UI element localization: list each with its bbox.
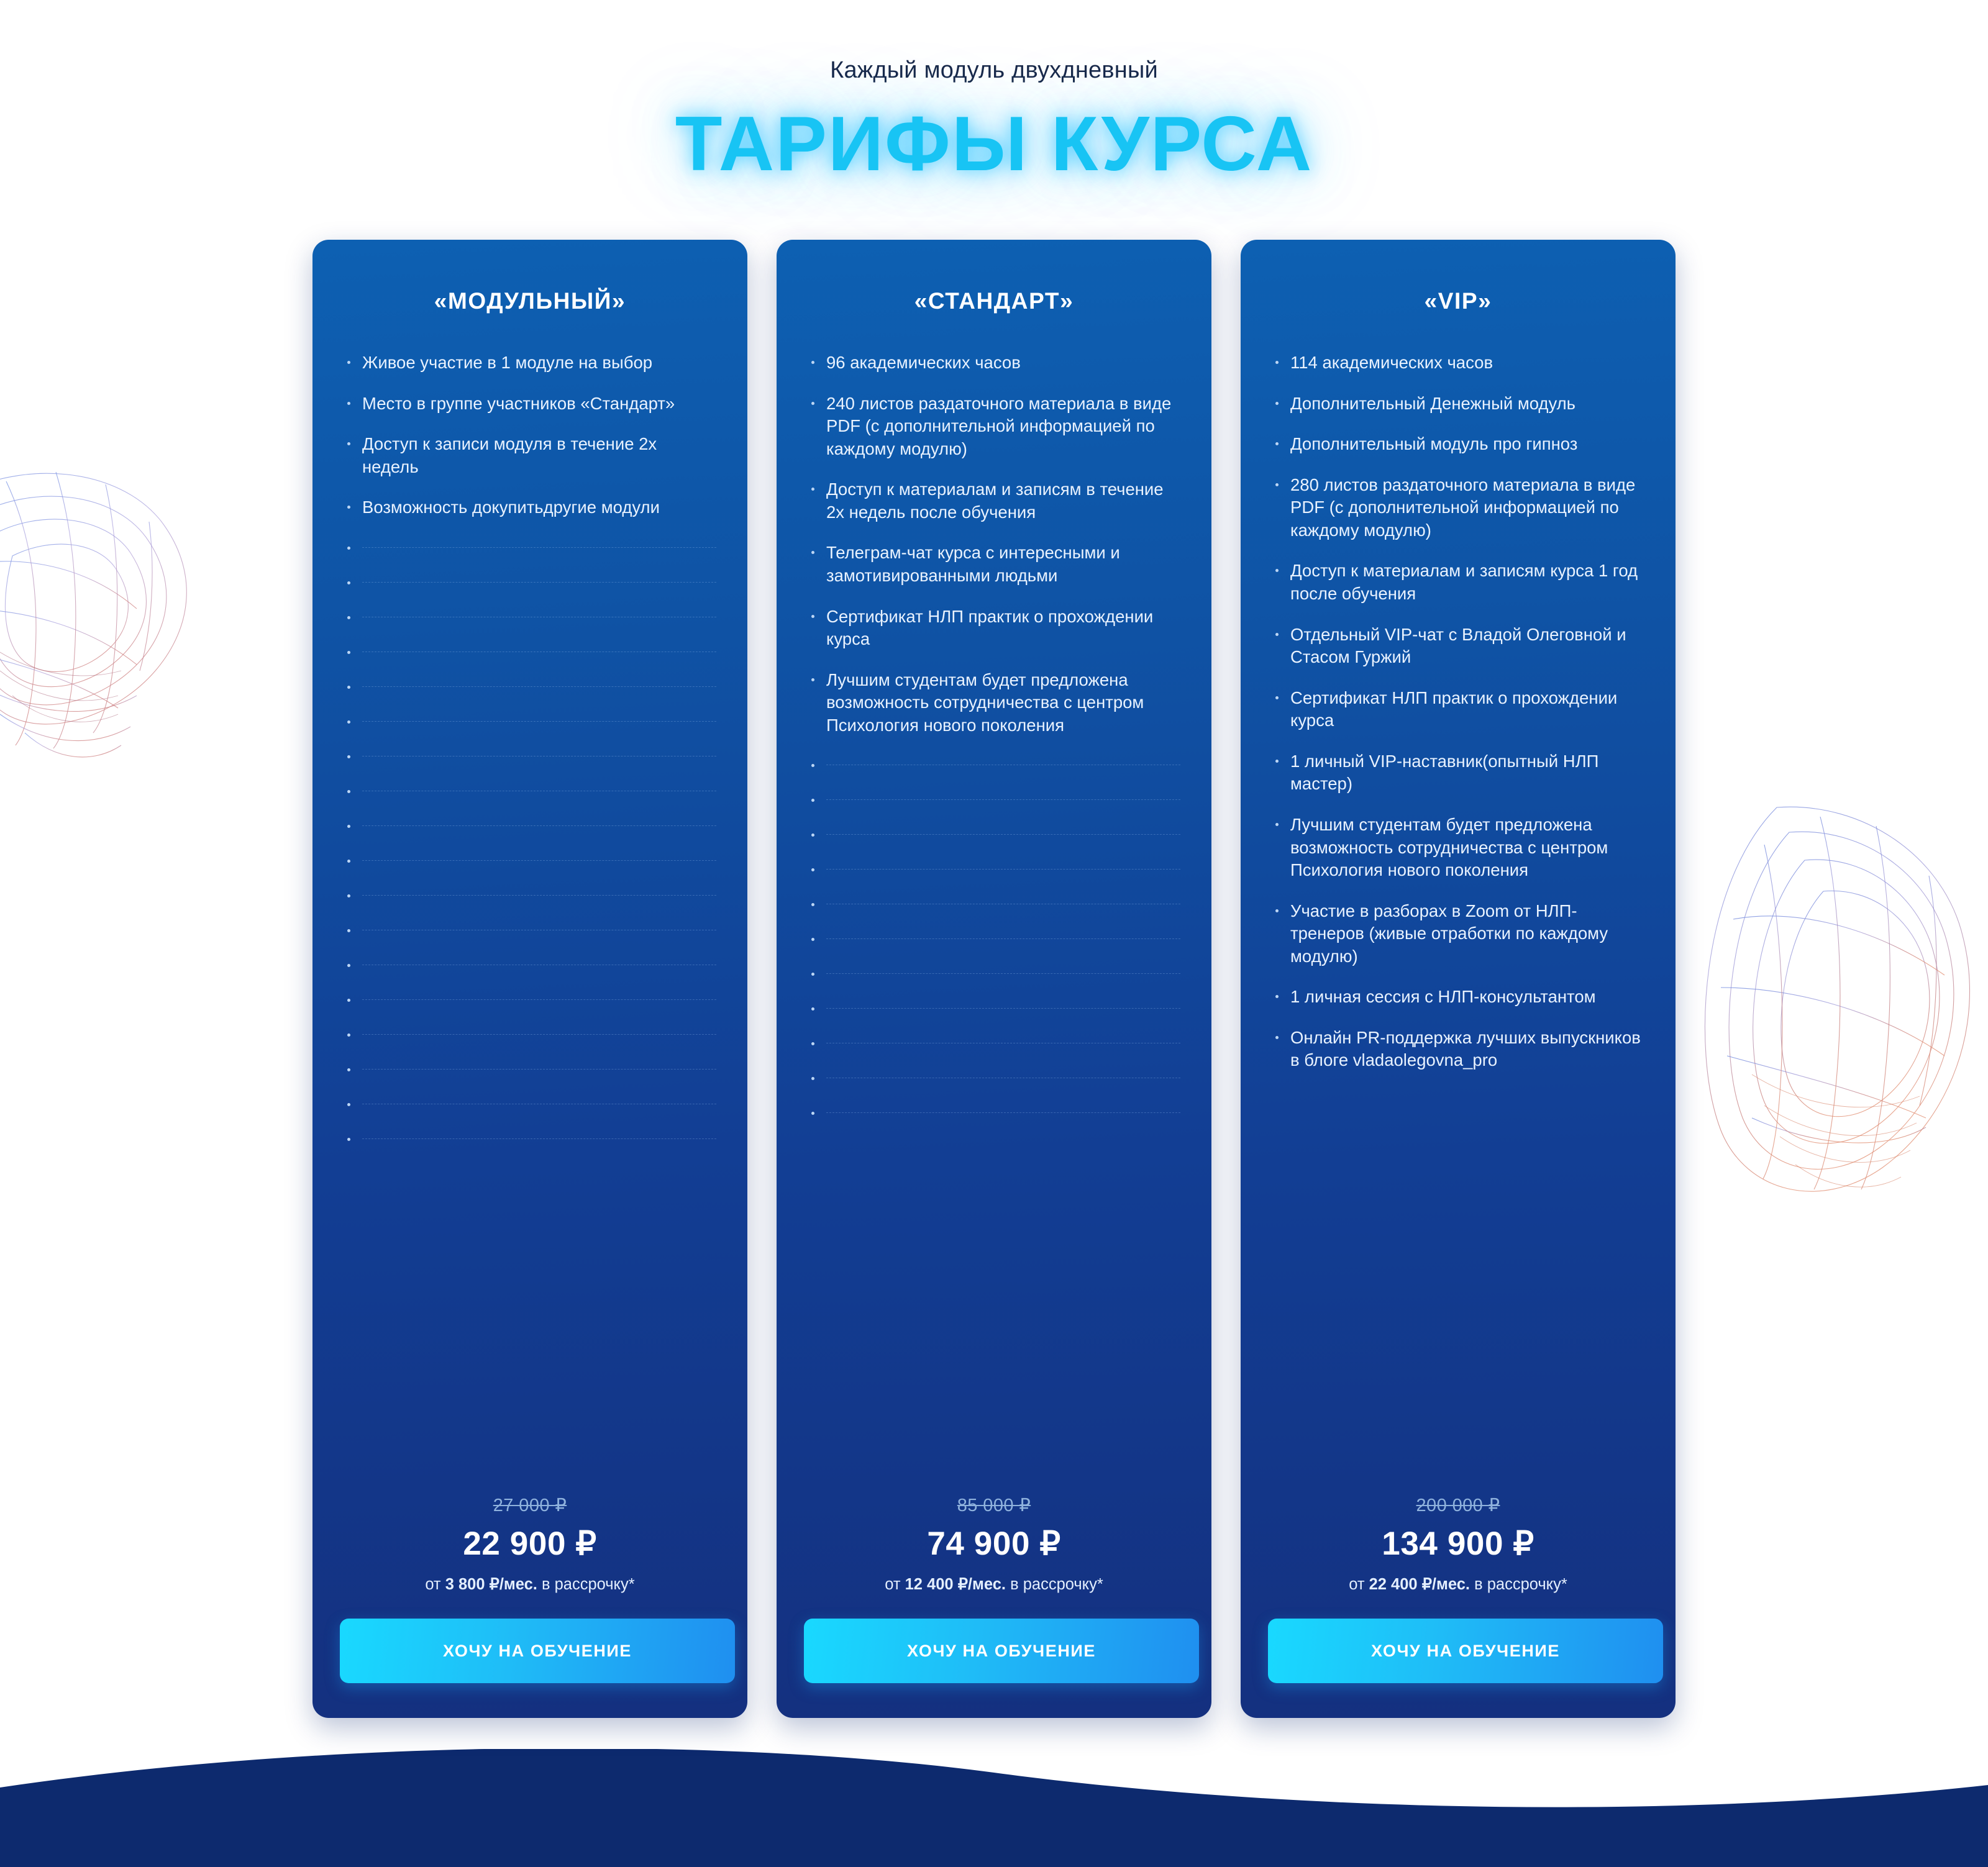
installment-note — [804, 1575, 1184, 1594]
feature-list — [1268, 352, 1648, 1090]
feature-list — [804, 352, 1184, 1137]
feature-placeholder-row — [345, 572, 716, 607]
feature-placeholder-row — [809, 894, 1180, 929]
price-block — [340, 1494, 720, 1594]
new-price: 74 900 ₽ — [927, 1525, 1061, 1563]
feature-item: Лучшим студентам будет предложена возможность сотрудничества с центром Психология нового поколения — [1273, 814, 1644, 882]
feature-item: 1 личный VIP-наставник(опытный НЛП мастер) — [1273, 750, 1644, 796]
feature-item: Участие в разборах в Zoom от НЛП-тренеров (живые отработки по каждому модулю) — [1273, 900, 1644, 968]
feature-placeholder-row — [809, 998, 1180, 1033]
installment-amount: 3 800 ₽/мес. — [445, 1576, 537, 1594]
feature-placeholder-row — [345, 850, 716, 885]
pricing-card-modular[interactable] — [312, 240, 747, 1718]
installment-amount: 22 400 ₽/мес. — [1369, 1576, 1470, 1594]
price-block — [804, 1494, 1184, 1594]
feature-placeholder-row — [809, 859, 1180, 894]
installment-amount: 12 400 ₽/мес. — [905, 1576, 1006, 1594]
feature-item: Дополнительный модуль про гипноз — [1273, 433, 1644, 456]
pricing-cards — [0, 240, 1988, 1718]
page-header — [0, 0, 1988, 188]
feature-placeholder-row — [345, 711, 716, 746]
feature-placeholder-row — [809, 1068, 1180, 1102]
feature-placeholder-row — [809, 1033, 1180, 1068]
pricing-card-standard[interactable] — [777, 240, 1211, 1718]
feature-placeholder-row — [345, 607, 716, 642]
page-title: ТАРИФЫ КУРСА — [675, 101, 1313, 187]
feature-item: Место в группе участников «Стандарт» — [345, 393, 716, 416]
feature-placeholder-row — [345, 1024, 716, 1059]
installment-prefix: от — [885, 1576, 905, 1594]
installment-note — [1268, 1575, 1648, 1594]
feature-item: 240 листов раздаточного материала в виде PDF (с дополнительной информацией по каждому модулю) — [809, 393, 1180, 461]
feature-placeholder-row — [809, 1102, 1180, 1137]
feature-item: Доступ к записи модуля в течение 2х недель — [345, 433, 716, 478]
feature-item: Доступ к материалам и записям курса 1 год после обучения — [1273, 560, 1644, 605]
feature-placeholder-row — [345, 537, 716, 572]
feature-placeholder-row — [809, 929, 1180, 963]
feature-placeholder-row — [345, 676, 716, 711]
new-price: 134 900 ₽ — [1382, 1525, 1534, 1563]
installment-suffix: в рассрочку* — [537, 1576, 635, 1594]
installment-prefix: от — [1349, 1576, 1369, 1594]
old-price: 27 000 ₽ — [493, 1496, 567, 1516]
feature-item: Живое участие в 1 модуле на выбор — [345, 352, 716, 375]
enroll-button[interactable]: ХОЧУ НА ОБУЧЕНИЕ — [1268, 1619, 1663, 1683]
plan-title: «МОДУЛЬНЫЙ» — [434, 288, 626, 314]
feature-placeholder-row — [809, 824, 1180, 859]
feature-placeholder-row — [345, 1094, 716, 1129]
feature-item: 96 академических часов — [809, 352, 1180, 375]
enroll-button[interactable]: ХОЧУ НА ОБУЧЕНИЕ — [340, 1619, 735, 1683]
installment-suffix: в рассрочку* — [1469, 1576, 1567, 1594]
enroll-button[interactable]: ХОЧУ НА ОБУЧЕНИЕ — [804, 1619, 1199, 1683]
feature-item: Онлайн PR-поддержка лучших выпускников в блоге vladaolegovna_pro — [1273, 1027, 1644, 1072]
feature-placeholder-row — [345, 989, 716, 1024]
feature-item: Сертификат НЛП практик о прохождении курса — [809, 606, 1180, 651]
feature-placeholder-row — [345, 642, 716, 676]
old-price: 85 000 ₽ — [957, 1496, 1031, 1516]
feature-placeholder-row — [345, 746, 716, 781]
feature-item: 1 личная сессия с НЛП-консультантом — [1273, 986, 1644, 1009]
feature-item: 114 академических часов — [1273, 352, 1644, 375]
feature-placeholder-row — [345, 920, 716, 955]
new-price: 22 900 ₽ — [463, 1525, 597, 1563]
feature-item: Возможность докупитьдругие модули — [345, 496, 716, 519]
feature-placeholder-row — [345, 885, 716, 920]
page-subtitle: Каждый модуль двухдневный — [830, 57, 1158, 83]
feature-placeholder-row — [345, 1129, 716, 1163]
feature-item: Телеграм-чат курса с интересными и замотивированными людьми — [809, 542, 1180, 587]
pricing-card-vip[interactable] — [1241, 240, 1676, 1718]
feature-placeholder-row — [345, 781, 716, 815]
feature-placeholder-row — [809, 789, 1180, 824]
old-price: 200 000 ₽ — [1416, 1496, 1500, 1516]
installment-suffix: в рассрочку* — [1005, 1576, 1103, 1594]
feature-placeholder-row — [809, 963, 1180, 998]
feature-placeholder-row — [345, 815, 716, 850]
feature-item: Дополнительный Денежный модуль — [1273, 393, 1644, 416]
feature-placeholder-row — [809, 755, 1180, 789]
installment-prefix: от — [425, 1576, 445, 1594]
bottom-wave-decoration — [0, 1749, 1988, 1867]
feature-placeholder-row — [345, 1059, 716, 1094]
feature-item: Сертификат НЛП практик о прохождении курса — [1273, 687, 1644, 732]
installment-note — [340, 1575, 720, 1594]
feature-item: 280 листов раздаточного материала в виде PDF (с дополнительной информацией по каждому модулю) — [1273, 474, 1644, 542]
plan-title: «VIP» — [1424, 288, 1492, 314]
feature-list — [340, 352, 720, 1163]
plan-title: «СТАНДАРТ» — [914, 288, 1074, 314]
price-block — [1268, 1494, 1648, 1594]
feature-item: Лучшим студентам будет предложена возможность сотрудничества с центром Психология нового поколения — [809, 669, 1180, 737]
feature-item: Доступ к материалам и записям в течение 2х недель после обучения — [809, 478, 1180, 524]
feature-placeholder-row — [345, 955, 716, 989]
feature-item: Отдельный VIP-чат с Владой Олеговной и Стасом Гуржий — [1273, 624, 1644, 669]
